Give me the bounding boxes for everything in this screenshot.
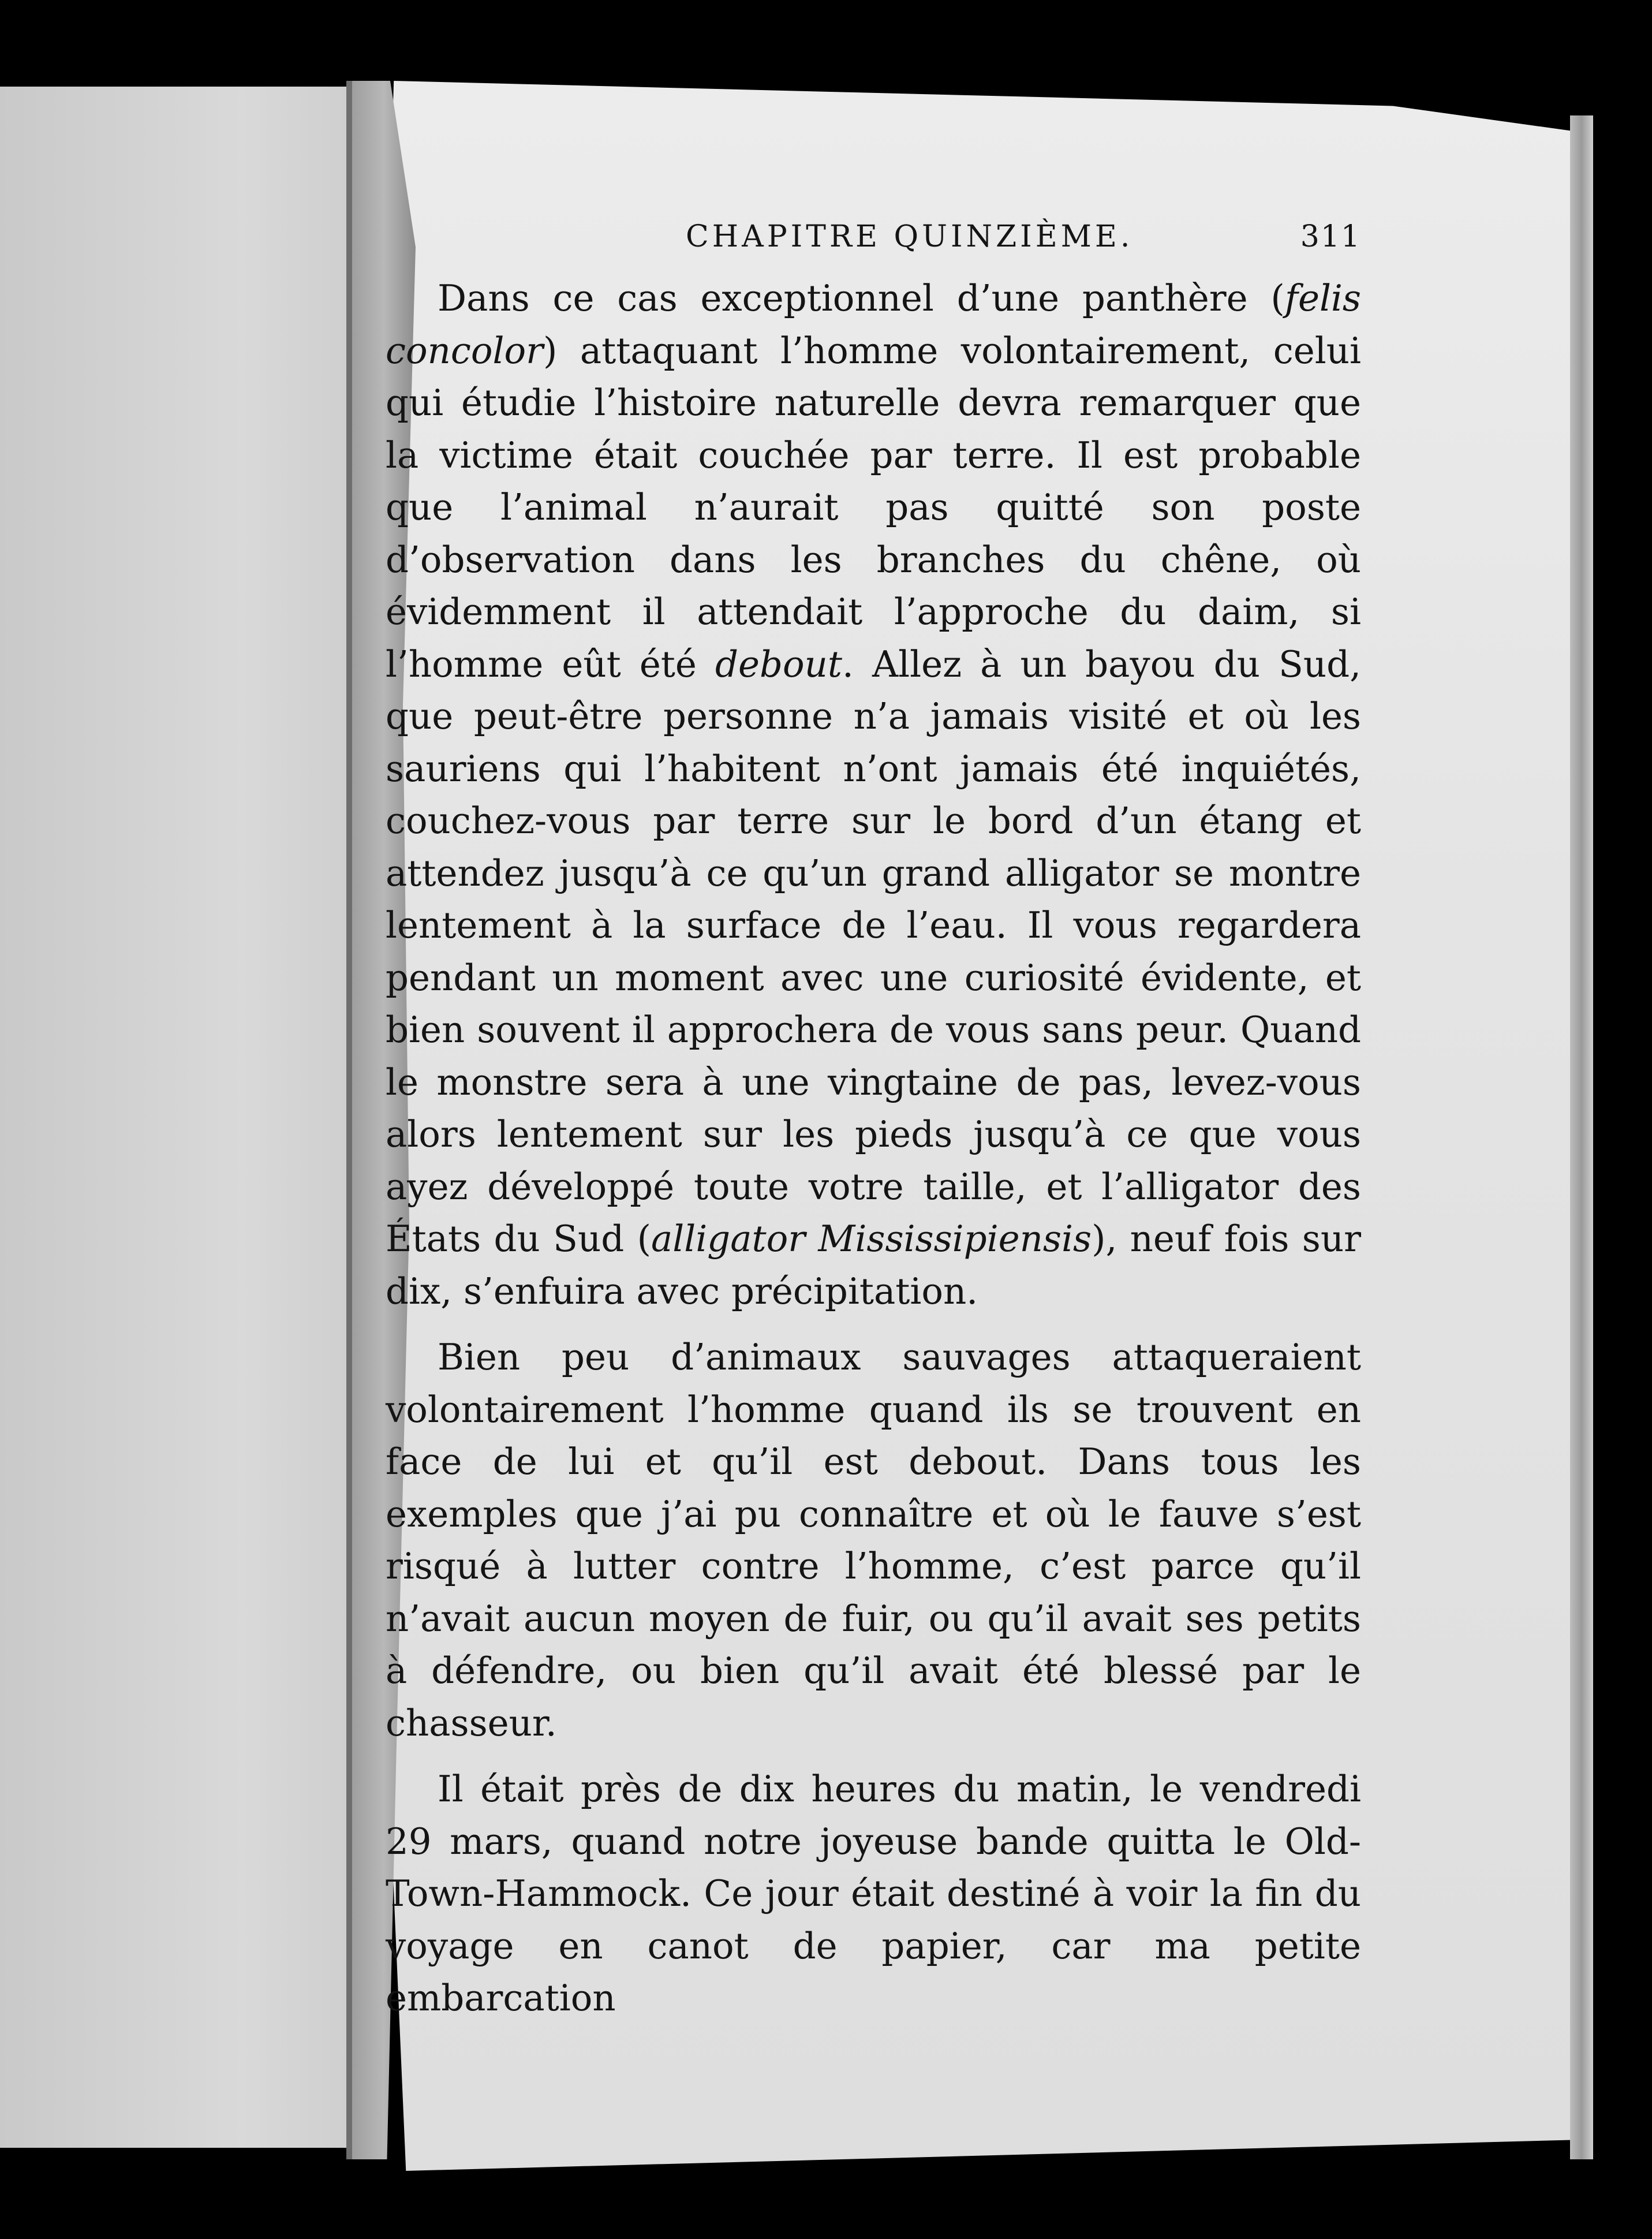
- text-segment: . Allez à un bayou du Sud, que peut-être personne n’a jamais visité et où les sauriens qui l’habitent n’ont jamais été inquiétés, couchez-vous par terre sur le bord d’un étang et attendez jusqu’à ce qu’un grand alligator se montre lentement à la surface de l’eau. Il vous regardera pendant un moment avec une curiosité évidente, et bien souvent il approchera de vous sans peur. Quand le monstre sera à une vingtaine de pas, levez-vous alors lentement sur les pieds jusqu’à ce que vous ayez développé toute votre taille, et l’alligator des États du Sud (: [386, 643, 1361, 1260]
- text-segment: Il était près de dix heures du matin, le vendredi 29 mars, quand notre joyeuse bande quitta le Old-Town-Hammock. Ce jour était destiné à voir la fin du voyage en canot de papier, car ma petite embarcation: [386, 1768, 1361, 2019]
- chapter-title: CHAPITRE QUINZIÈME.: [686, 219, 1134, 254]
- page-text: [386, 219, 1361, 2039]
- page-stack-edge: [1570, 115, 1593, 2159]
- paragraph-3: [386, 1763, 1361, 2025]
- previous-page: [0, 87, 346, 2148]
- text-segment: Dans ce cas exceptionnel d’une panthère (: [438, 277, 1285, 319]
- paragraph-2: [386, 1331, 1361, 1749]
- italic-segment: debout: [715, 643, 843, 685]
- running-header: [386, 219, 1361, 273]
- italic-segment: felis concolor: [386, 277, 1361, 372]
- text-segment: ) attaquant l’homme volontairement, celui qui étudie l’histoire naturelle devra remarquer que la victime était couchée par terre. Il est probable que l’animal n’aurait pas quitté son poste d’observation dans les branches du chêne, où évidemment il attendait l’approche du daim, si l’homme eût été: [386, 329, 1361, 685]
- paragraph-1: [386, 273, 1361, 1318]
- text-segment: ), neuf fois sur dix, s’enfuira avec précipitation.: [386, 1218, 1361, 1312]
- italic-segment: alligator Mississipiensis: [651, 1218, 1092, 1260]
- page-number: 311: [1300, 219, 1361, 254]
- text-segment: Bien peu d’animaux sauvages attaqueraient volontairement l’homme quand ils se trouvent en face de lui et qu’il est debout. Dans tous les exemples que j’ai pu connaître et où le fauve s’est risqué à lutter contre l’homme, c’est parce qu’il n’avait aucun moyen de fuir, ou qu’il avait ses petits à défendre, ou bien qu’il avait été blessé par le chasseur.: [386, 1336, 1361, 1744]
